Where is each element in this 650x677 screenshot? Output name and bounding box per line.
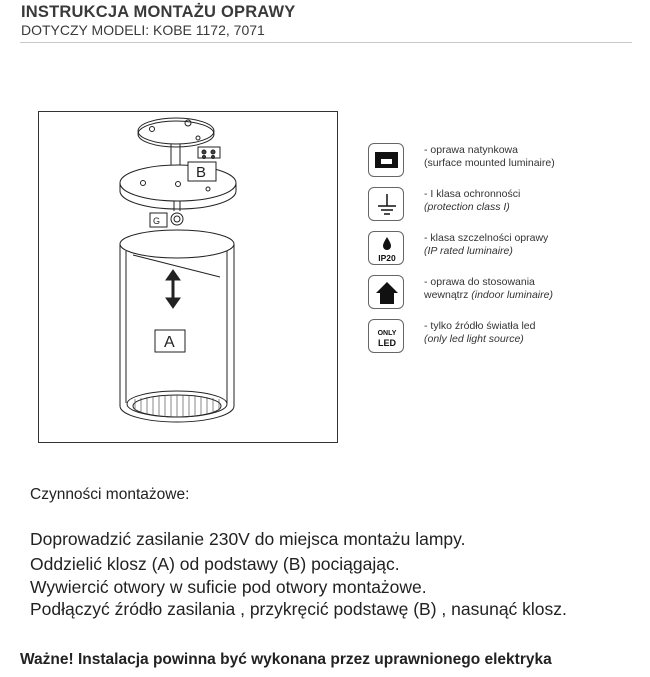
mounting-plate xyxy=(138,118,214,147)
header-divider xyxy=(20,42,632,43)
only-led-icon xyxy=(368,319,404,353)
legend-item-only-led xyxy=(368,319,628,355)
double-arrow-icon xyxy=(166,270,180,308)
indoor-icon xyxy=(368,275,404,309)
label-g: G xyxy=(153,216,161,226)
label-a: A xyxy=(164,334,175,351)
legend-item-indoor xyxy=(368,275,628,311)
svg-text:IP20: IP20 xyxy=(378,253,396,263)
legend-en: (only led light source) xyxy=(424,333,524,345)
instructions-heading: Czynności montażowe: xyxy=(30,486,190,503)
legend-pl: - I klasa ochronności xyxy=(424,188,521,200)
instruction-step: Podłączyć źródło zasilania , przykręcić podstawę (B) , nasunąć klosz. xyxy=(30,599,567,619)
document-title: INSTRUKCJA MONTAŻU OPRAWY xyxy=(21,3,296,21)
ip-rated-icon xyxy=(368,231,404,265)
legend-item-protection-class xyxy=(368,187,628,223)
legend-en: (indoor luminaire) xyxy=(471,289,553,301)
legend-en: (surface mounted luminaire) xyxy=(424,157,555,169)
terminal-block xyxy=(198,147,220,159)
shade-a-cylinder xyxy=(120,230,234,422)
svg-text:ONLY: ONLY xyxy=(377,330,397,337)
legend-en: (protection class I) xyxy=(424,201,510,213)
svg-text:LED: LED xyxy=(378,338,396,348)
legend-pl: - klasa szczelności oprawy xyxy=(424,232,549,244)
legend-item-ip-rated xyxy=(368,231,628,267)
models-subtitle: DOTYCZY MODELI: KOBE 1172, 7071 xyxy=(21,22,265,38)
base-b-disc xyxy=(120,165,236,209)
legend-en: (IP rated luminaire) xyxy=(424,245,513,257)
warning-note: Ważne! Instalacja powinna być wykonana przez uprawnionego elektryka xyxy=(20,651,552,668)
surface-mounted-icon xyxy=(368,143,404,177)
instruction-step: Oddzielić klosz (A) od podstawy (B) pociągając. xyxy=(30,554,400,574)
legend-pl: - oprawa natynkowa xyxy=(424,144,518,156)
label-b: B xyxy=(196,164,207,181)
legend-pl-cont: wewnątrz xyxy=(424,289,472,301)
instruction-step: Doprowadzić zasilanie 230V do miejsca montażu lampy. xyxy=(30,529,466,549)
legend-pl: - oprawa do stosowania xyxy=(424,276,535,288)
legend-pl: - tylko źródło światła led xyxy=(424,320,536,332)
assembly-diagram xyxy=(38,111,338,443)
protection-class-icon xyxy=(368,187,404,221)
instruction-step: Wywiercić otwory w suficie pod otwory montażowe. xyxy=(30,577,427,597)
legend-item-surface-mounted xyxy=(368,143,628,179)
